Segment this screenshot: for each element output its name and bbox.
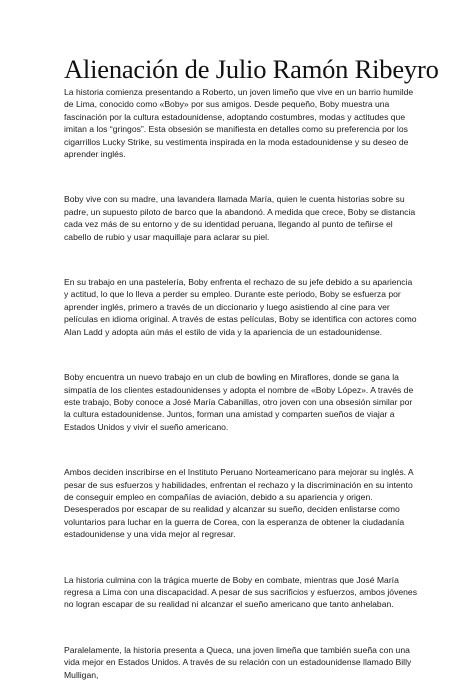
document-title: Alienación de Julio Ramón Ribeyro	[64, 54, 439, 84]
paragraph-1: La historia comienza presentando a Roberto, un joven limeño que vive en un barrio humilde de Lima, conocido como «Boby» por sus amigos. Desde pequeño, Boby muestra una fascinación por la cultura estadounidense, adoptando costumbres, modas y actitudes que imitan a los “gringos”. Esta obsesión se manifiesta en detalles como su preferencia por los cigarrillos Lucky Strike, su vestimenta inspirada en la moda estadounidense y su deseo de aprender inglés.	[64, 87, 414, 160]
paragraph-2: Boby vive con su madre, una lavandera llamada María, quien le cuenta historias sobre su padre, un supuesto piloto de barco que la abandonó. A medida que crece, Boby se distancia cada vez más de su entorno y de su identidad peruana, llegando al punto de teñirse el cabello de rubio y usar maquillaje para aclarar su piel.	[64, 194, 416, 242]
paragraph-7: Paralelamente, la historia presenta a Queca, una joven limeña que también sueña con una vida mejor en Estados Unidos. A través de su relación con un estadounidense llamado Billy Mulligan,	[64, 644, 412, 680]
paragraph-4: Boby encuentra un nuevo trabajo en un club de bowling en Miraflores, donde se gana la simpatía de los clientes estadounidenses y adopta el nombre de «Boby López». A través de este trabajo, Boby conoce a José María Cabanillas, otro joven con una obsesión similar por la cultura estadounidense. Juntos, forman una amistad y comparten sueños de viajar a Estados Unidos y vivir el sueño americano.	[64, 372, 414, 432]
paragraph-3: En su trabajo en una pastelería, Boby enfrenta el rechazo de su jefe debido a su apariencia y actitud, lo que lo lleva a perder su empleo. Durante este periodo, Boby se esfuerza por aprender inglés, primero a través de un diccionario y luego asistiendo al cine para ver películas en idioma original. A través de estas películas, Boby se identifica con actores como Alan Ladd y adopta aún más el estilo de vida y la apariencia de un estadounidense.	[64, 277, 417, 337]
paragraph-6: La historia culmina con la trágica muerte de Boby en combate, mientras que José María regresa a Lima con una discapacidad. A pesar de sus sacrificios y esfuerzos, ambos jóvenes no logran escapar de su realidad ni alcanzar el sueño americano que tanto anhelaban.	[64, 574, 418, 610]
paragraph-5: Ambos deciden inscribirse en el Instituto Peruano Norteamericano para mejorar su inglés. A pesar de sus esfuerzos y habilidades, enfrentan el rechazo y la discriminación en su intento de conseguir empleo en compañías de aviación, debido a su apariencia y origen. Desesperados por escapar de su realidad y alcanzar su sueño, deciden enlistarse como voluntarios para luchar en la guerra de Corea, con la esperanza de obtener la ciudadanía estadounidense y una vida mejor al regresar.	[64, 467, 414, 540]
